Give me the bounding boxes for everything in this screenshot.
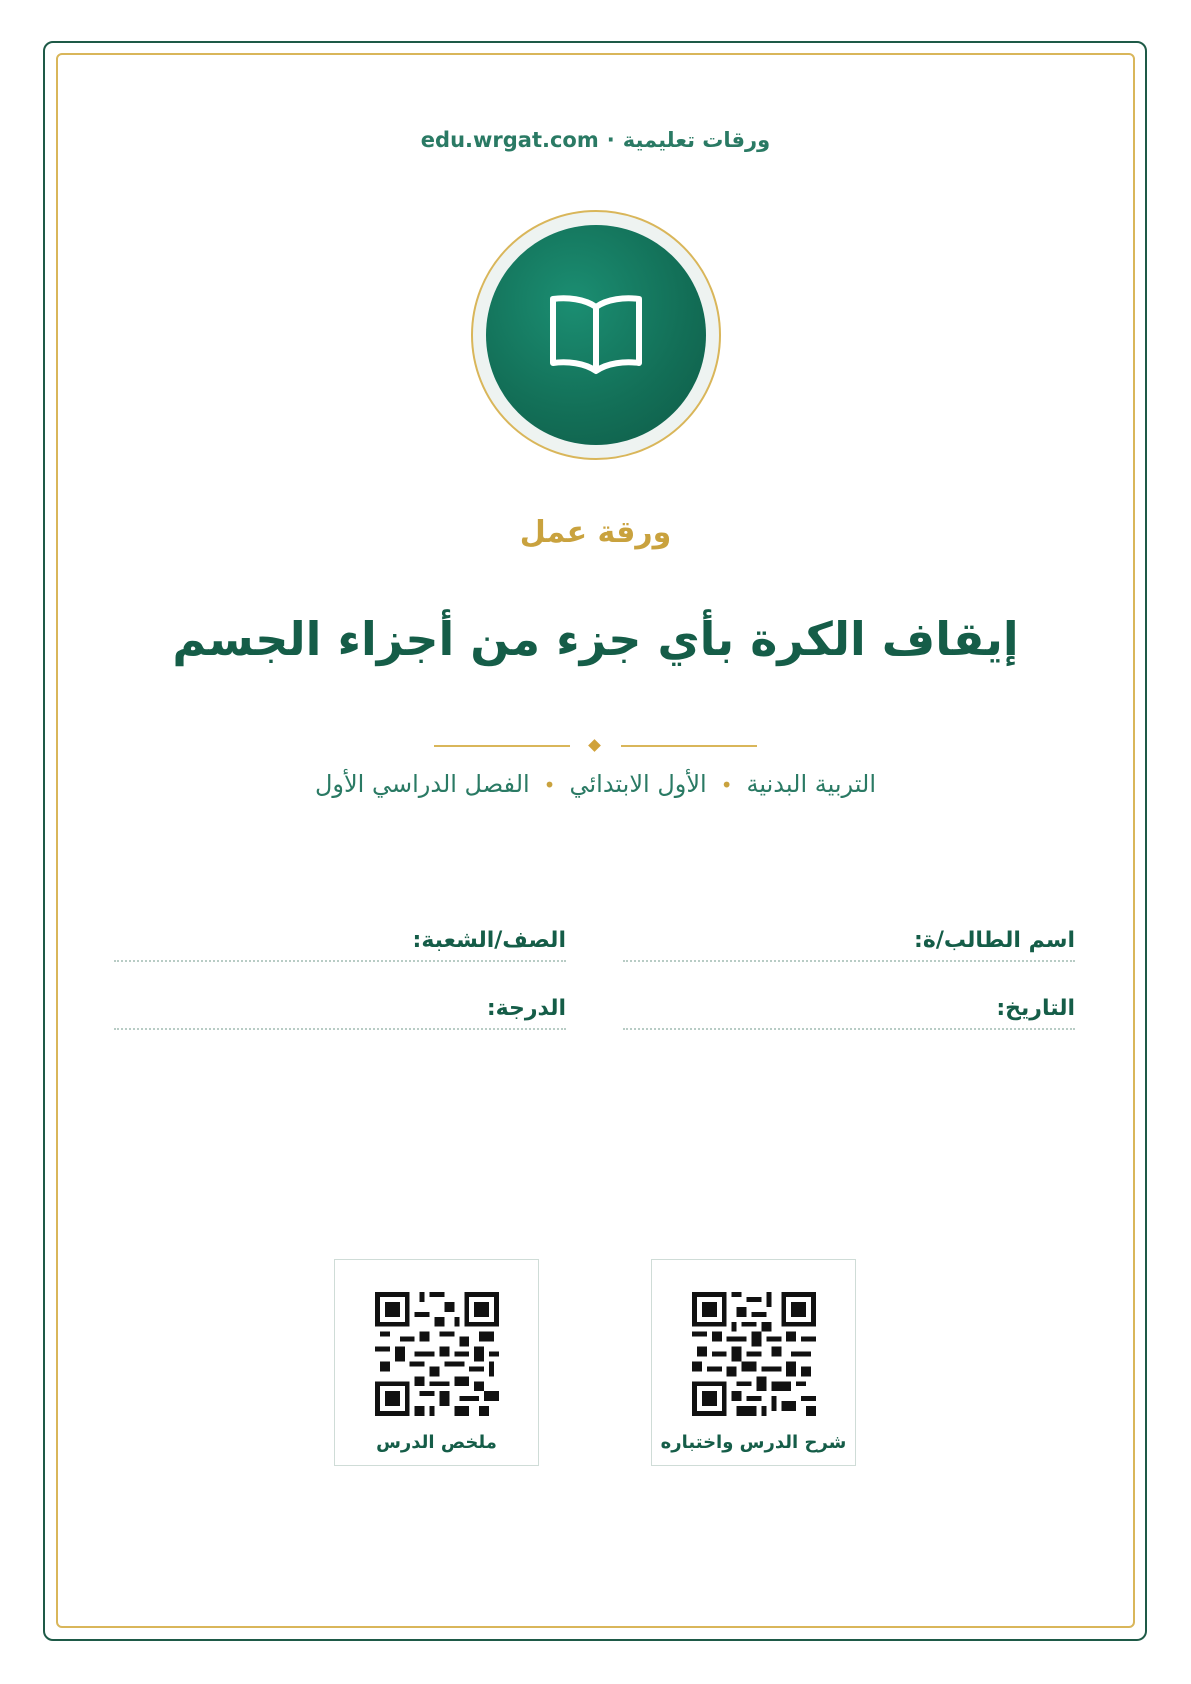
- brand-name: ورقات تعليمية: [622, 128, 771, 152]
- student-name-field[interactable]: [623, 928, 1075, 962]
- meta-term: الفصل الدراسي الأول: [314, 770, 530, 798]
- header-separator: ·: [606, 128, 615, 152]
- qr-card-summary[interactable]: [334, 1259, 539, 1466]
- meta-grade: الأول الابتدائي: [569, 770, 707, 798]
- qr-label-summary: ملخص الدرس: [376, 1432, 497, 1453]
- date-field[interactable]: [623, 996, 1075, 1030]
- score-label: الدرجة:: [486, 996, 566, 1021]
- qr-code-explain: [692, 1292, 816, 1416]
- meta-subject: التربية البدنية: [746, 770, 877, 798]
- qr-label-explain: شرح الدرس واختباره: [660, 1432, 847, 1453]
- meta-bullet: •: [543, 773, 556, 797]
- score-field[interactable]: [114, 996, 566, 1030]
- worksheet-kicker: ورقة عمل: [519, 515, 672, 550]
- course-meta: [0, 770, 1191, 798]
- qr-card-explain[interactable]: [651, 1259, 856, 1466]
- student-name-label: اسم الطالب/ة:: [914, 928, 1075, 953]
- meta-bullet: •: [720, 773, 733, 797]
- divider-line-right: [621, 745, 757, 747]
- class-section-field[interactable]: [114, 928, 566, 962]
- divider-line-left: [434, 745, 570, 747]
- site-url: edu.wrgat.com: [420, 128, 599, 152]
- class-section-label: الصف/الشعبة:: [412, 928, 566, 953]
- site-header: [0, 128, 1191, 152]
- qr-code-summary: [375, 1292, 499, 1416]
- open-book-icon: [547, 293, 645, 377]
- page-title: إيقاف الكرة بأي جزء من أجزاء الجسم: [172, 612, 1019, 666]
- date-label: التاريخ:: [996, 996, 1075, 1021]
